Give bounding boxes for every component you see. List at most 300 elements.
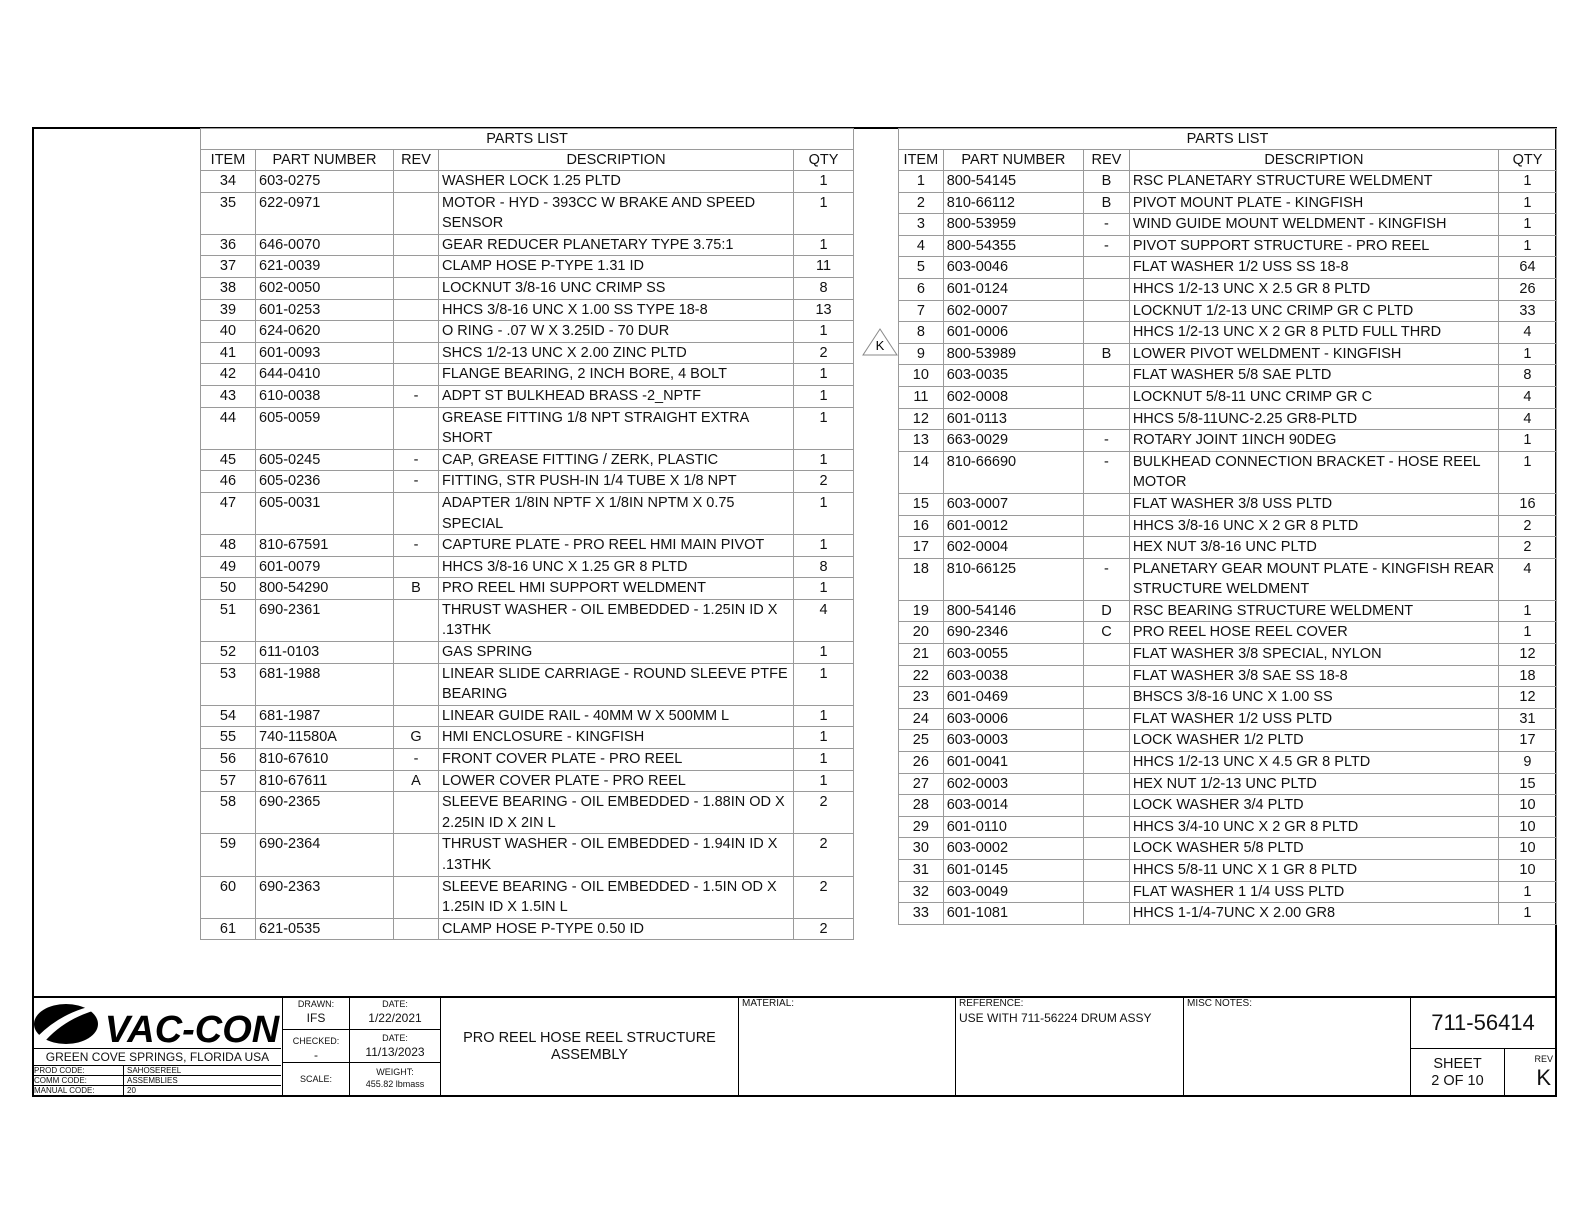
- item-number-cell: 4: [899, 235, 944, 257]
- part-number-cell: 681-1988: [256, 663, 394, 705]
- item-number-cell: 30: [899, 838, 944, 860]
- item-number-cell: 9: [899, 343, 944, 365]
- part-number-cell: 601-0093: [256, 342, 394, 364]
- rev-cell: [1084, 816, 1130, 838]
- description-cell: CLAMP HOSE P-TYPE 0.50 ID: [439, 918, 794, 940]
- description-cell: MOTOR - HYD - 393CC W BRAKE AND SPEED SENSOR: [439, 192, 794, 234]
- checked-value: -: [314, 1048, 318, 1062]
- rev-cell: [1084, 708, 1130, 730]
- part-number-cell: 800-54355: [943, 235, 1083, 257]
- table-row: [899, 322, 1557, 344]
- qty-cell: 10: [1498, 795, 1556, 817]
- qty-cell: 33: [1498, 300, 1556, 322]
- rev-cell: [1084, 752, 1130, 774]
- item-number-cell: 54: [201, 705, 256, 727]
- header-qty: QTY: [1498, 150, 1556, 171]
- rev-cell: [394, 256, 439, 278]
- description-cell: WIND GUIDE MOUNT WELDMENT - KINGFISH: [1129, 214, 1498, 236]
- description-cell: HHCS 5/8-11UNC-2.25 GR8-PLTD: [1129, 408, 1498, 430]
- rev-cell: B: [1084, 171, 1130, 193]
- description-cell: HHCS 3/8-16 UNC X 2 GR 8 PLTD: [1129, 515, 1498, 537]
- header-row: [899, 150, 1557, 171]
- rev-cell: [394, 171, 439, 193]
- item-number-cell: 32: [899, 881, 944, 903]
- logo-text: VAC-CON: [104, 1009, 280, 1048]
- rev-cell: -: [1084, 235, 1130, 257]
- table-row: [899, 687, 1557, 709]
- item-number-cell: 12: [899, 408, 944, 430]
- part-number-cell: 601-0041: [943, 752, 1083, 774]
- item-number-cell: 14: [899, 451, 944, 493]
- qty-cell: 16: [1498, 493, 1556, 515]
- sheet-label: SHEET: [1433, 1056, 1482, 1072]
- misc-notes-label: MISC NOTES:: [1187, 998, 1253, 1009]
- rev-cell: [1084, 881, 1130, 903]
- description-cell: SLEEVE BEARING - OIL EMBEDDED - 1.5IN OD X 1.25IN ID X 1.5IN L: [439, 876, 794, 918]
- item-number-cell: 7: [899, 300, 944, 322]
- description-cell: HHCS 1/2-13 UNC X 2.5 GR 8 PLTD: [1129, 278, 1498, 300]
- part-number-cell: 690-2364: [256, 834, 394, 876]
- rev-cell: [394, 407, 439, 449]
- qty-cell: 1: [1498, 451, 1556, 493]
- qty-cell: 1: [1498, 171, 1556, 193]
- qty-cell: 2: [794, 918, 854, 940]
- rev-cell: [394, 876, 439, 918]
- part-number-cell: 810-67610: [256, 749, 394, 771]
- part-number-cell: 690-2365: [256, 792, 394, 834]
- rev-cell: [1084, 644, 1130, 666]
- rev-cell: [1084, 730, 1130, 752]
- qty-cell: 17: [1498, 730, 1556, 752]
- rev-cell: [1084, 903, 1130, 925]
- table-row: [899, 300, 1557, 322]
- rev-cell: G: [394, 727, 439, 749]
- table-row: [899, 537, 1557, 559]
- drawing-title-cell: [441, 996, 739, 1097]
- part-number-cell: 646-0070: [256, 234, 394, 256]
- part-number-cell: 601-0469: [943, 687, 1083, 709]
- table-row: [899, 430, 1557, 452]
- item-number-cell: 23: [899, 687, 944, 709]
- part-number-cell: 621-0039: [256, 256, 394, 278]
- qty-cell: 4: [1498, 558, 1556, 600]
- part-number-cell: 601-0110: [943, 816, 1083, 838]
- qty-cell: 1: [794, 727, 854, 749]
- description-cell: LOCKNUT 1/2-13 UNC CRIMP GR C PLTD: [1129, 300, 1498, 322]
- header-qty: QTY: [794, 150, 854, 171]
- table-row: [899, 386, 1557, 408]
- table-row: [201, 918, 854, 940]
- description-cell: HHCS 3/8-16 UNC X 1.00 SS TYPE 18-8: [439, 299, 794, 321]
- description-cell: FLAT WASHER 1/2 USS SS 18-8: [1129, 257, 1498, 279]
- part-number-cell: 602-0008: [943, 386, 1083, 408]
- rev-cell: [1084, 795, 1130, 817]
- qty-cell: 2: [794, 834, 854, 876]
- item-number-cell: 28: [899, 795, 944, 817]
- description-cell: PIVOT SUPPORT STRUCTURE - PRO REEL: [1129, 235, 1498, 257]
- part-number-cell: 690-2363: [256, 876, 394, 918]
- rev-cell: [1084, 322, 1130, 344]
- header-part-number: PART NUMBER: [256, 150, 394, 171]
- item-number-cell: 44: [201, 407, 256, 449]
- rev-value: K: [1536, 1065, 1551, 1090]
- part-number-cell: 603-0006: [943, 708, 1083, 730]
- part-number-cell: 603-0014: [943, 795, 1083, 817]
- qty-cell: 1: [1498, 343, 1556, 365]
- qty-cell: 1: [794, 192, 854, 234]
- qty-cell: 12: [1498, 644, 1556, 666]
- description-cell: CAPTURE PLATE - PRO REEL HMI MAIN PIVOT: [439, 535, 794, 557]
- qty-cell: 26: [1498, 278, 1556, 300]
- item-number-cell: 16: [899, 515, 944, 537]
- description-cell: HMI ENCLOSURE - KINGFISH: [439, 727, 794, 749]
- description-cell: SHCS 1/2-13 UNC X 2.00 ZINC PLTD: [439, 342, 794, 364]
- item-number-cell: 41: [201, 342, 256, 364]
- description-cell: ROTARY JOINT 1INCH 90DEG: [1129, 430, 1498, 452]
- qty-cell: 2: [1498, 537, 1556, 559]
- item-number-cell: 58: [201, 792, 256, 834]
- part-number-cell: 605-0031: [256, 492, 394, 534]
- description-cell: LOWER PIVOT WELDMENT - KINGFISH: [1129, 343, 1498, 365]
- description-cell: LOCK WASHER 3/4 PLTD: [1129, 795, 1498, 817]
- part-number-cell: 605-0236: [256, 471, 394, 493]
- description-cell: ADPT ST BULKHEAD BRASS -2_NPTF: [439, 385, 794, 407]
- item-number-cell: 31: [899, 860, 944, 882]
- item-number-cell: 27: [899, 773, 944, 795]
- part-number-cell: 810-66125: [943, 558, 1083, 600]
- rev-cell: [1084, 665, 1130, 687]
- rev-cell: [394, 556, 439, 578]
- description-cell: BULKHEAD CONNECTION BRACKET - HOSE REEL MOTOR: [1129, 451, 1498, 493]
- part-number-cell: 622-0971: [256, 192, 394, 234]
- vac-con-logo: [34, 1000, 281, 1048]
- item-number-cell: 56: [201, 749, 256, 771]
- rev-cell: [394, 492, 439, 534]
- table-row: [899, 881, 1557, 903]
- item-number-cell: 55: [201, 727, 256, 749]
- description-cell: FLAT WASHER 3/8 SAE SS 18-8: [1129, 665, 1498, 687]
- description-cell: FLANGE BEARING, 2 INCH BORE, 4 BOLT: [439, 364, 794, 386]
- part-number-cell: 810-66112: [943, 192, 1083, 214]
- rev-cell: [1084, 408, 1130, 430]
- description-cell: HHCS 1/2-13 UNC X 4.5 GR 8 PLTD: [1129, 752, 1498, 774]
- weight-value: 455.82 lbmass: [365, 1079, 425, 1089]
- qty-cell: 10: [1498, 838, 1556, 860]
- part-number-cell: 690-2361: [256, 599, 394, 641]
- table-row: [899, 752, 1557, 774]
- item-number-cell: 45: [201, 449, 256, 471]
- header-item: ITEM: [899, 150, 944, 171]
- description-cell: GEAR REDUCER PLANETARY TYPE 3.75:1: [439, 234, 794, 256]
- rev-cell: -: [1084, 430, 1130, 452]
- qty-cell: 10: [1498, 860, 1556, 882]
- qty-cell: 15: [1498, 773, 1556, 795]
- item-number-cell: 8: [899, 322, 944, 344]
- item-number-cell: 38: [201, 277, 256, 299]
- misc-notes-cell: [1184, 996, 1411, 1097]
- parts-list-title: PARTS LIST: [201, 129, 854, 150]
- description-cell: THRUST WASHER - OIL EMBEDDED - 1.94IN ID X .13THK: [439, 834, 794, 876]
- part-number-cell: 601-1081: [943, 903, 1083, 925]
- part-number-cell: 663-0029: [943, 430, 1083, 452]
- item-number-cell: 26: [899, 752, 944, 774]
- item-number-cell: 1: [899, 171, 944, 193]
- rev-cell: A: [394, 770, 439, 792]
- qty-cell: 64: [1498, 257, 1556, 279]
- item-number-cell: 42: [201, 364, 256, 386]
- table-row: [201, 556, 854, 578]
- qty-cell: 1: [794, 705, 854, 727]
- item-number-cell: 34: [201, 171, 256, 193]
- item-number-cell: 43: [201, 385, 256, 407]
- material-label: MATERIAL:: [742, 998, 795, 1009]
- code-row: [32, 1086, 281, 1096]
- description-cell: LOCKNUT 3/8-16 UNC CRIMP SS: [439, 277, 794, 299]
- description-cell: O RING - .07 W X 3.25ID - 70 DUR: [439, 321, 794, 343]
- part-number-cell: 603-0275: [256, 171, 394, 193]
- item-number-cell: 50: [201, 578, 256, 600]
- part-number-cell: 800-54145: [943, 171, 1083, 193]
- rev-cell: -: [394, 749, 439, 771]
- qty-cell: 12: [1498, 687, 1556, 709]
- table-row: [899, 838, 1557, 860]
- sheet-value: 2 OF 10: [1431, 1073, 1484, 1089]
- item-number-cell: 47: [201, 492, 256, 534]
- description-cell: ADAPTER 1/8IN NPTF X 1/8IN NPTM X 0.75 SPECIAL: [439, 492, 794, 534]
- rev-cell: B: [394, 578, 439, 600]
- drawing-number: 711-56414: [1431, 1010, 1535, 1035]
- part-number-cell: 690-2346: [943, 622, 1083, 644]
- table-row: [899, 214, 1557, 236]
- part-number-cell: 810-67611: [256, 770, 394, 792]
- qty-cell: 2: [794, 876, 854, 918]
- table-row: [201, 342, 854, 364]
- description-cell: THRUST WASHER - OIL EMBEDDED - 1.25IN ID X .13THK: [439, 599, 794, 641]
- table-row: [201, 599, 854, 641]
- header-row: [201, 150, 854, 171]
- part-number-cell: 603-0002: [943, 838, 1083, 860]
- checked-date-label: DATE:: [382, 1033, 408, 1043]
- item-number-cell: 33: [899, 903, 944, 925]
- qty-cell: 1: [1498, 622, 1556, 644]
- drawing-title-line-1: PRO REEL HOSE REEL STRUCTURE: [463, 1030, 716, 1046]
- item-number-cell: 19: [899, 600, 944, 622]
- qty-cell: 1: [1498, 430, 1556, 452]
- rev-cell: [1084, 257, 1130, 279]
- qty-cell: 9: [1498, 752, 1556, 774]
- item-number-cell: 21: [899, 644, 944, 666]
- parts-list-title: PARTS LIST: [899, 129, 1557, 150]
- table-row: [201, 277, 854, 299]
- description-cell: BHSCS 3/8-16 UNC X 1.00 SS: [1129, 687, 1498, 709]
- rev-cell: [394, 299, 439, 321]
- rev-cell: [1084, 860, 1130, 882]
- description-cell: HEX NUT 3/8-16 UNC PLTD: [1129, 537, 1498, 559]
- scale-label: SCALE:: [299, 1074, 332, 1084]
- part-number-cell: 601-0006: [943, 322, 1083, 344]
- drawn-date-label: DATE:: [382, 999, 408, 1009]
- table-row: [201, 749, 854, 771]
- drawn-label: DRAWN:: [297, 999, 335, 1009]
- qty-cell: 2: [794, 792, 854, 834]
- description-cell: HHCS 1-1/4-7UNC X 2.00 GR8: [1129, 903, 1498, 925]
- table-row: [899, 493, 1557, 515]
- table-row: [201, 876, 854, 918]
- table-row: [899, 622, 1557, 644]
- qty-cell: 1: [794, 407, 854, 449]
- item-number-cell: 5: [899, 257, 944, 279]
- item-number-cell: 52: [201, 642, 256, 664]
- material-cell: [739, 996, 956, 1097]
- description-cell: HHCS 5/8-11 UNC X 1 GR 8 PLTD: [1129, 860, 1498, 882]
- qty-cell: 2: [794, 342, 854, 364]
- rev-cell: -: [394, 385, 439, 407]
- part-number-cell: 602-0004: [943, 537, 1083, 559]
- header-rev: REV: [394, 150, 439, 171]
- description-cell: PLANETARY GEAR MOUNT PLATE - KINGFISH REAR STRUCTURE WELDMENT: [1129, 558, 1498, 600]
- table-row: [201, 256, 854, 278]
- code-label: MANUAL CODE:: [34, 1086, 95, 1095]
- qty-cell: 1: [794, 663, 854, 705]
- description-cell: HHCS 3/4-10 UNC X 2 GR 8 PLTD: [1129, 816, 1498, 838]
- code-divider: [123, 1076, 124, 1086]
- part-number-cell: 810-67591: [256, 535, 394, 557]
- code-value: ASSEMBLIES: [127, 1076, 178, 1085]
- code-divider: [123, 1086, 124, 1096]
- table-row: [899, 903, 1557, 925]
- rev-cell: [394, 642, 439, 664]
- item-number-cell: 49: [201, 556, 256, 578]
- qty-cell: 1: [1498, 600, 1556, 622]
- table-row: [201, 407, 854, 449]
- table-row: [201, 642, 854, 664]
- description-cell: FRONT COVER PLATE - PRO REEL: [439, 749, 794, 771]
- qty-cell: 1: [1498, 235, 1556, 257]
- item-number-cell: 37: [201, 256, 256, 278]
- code-divider: [123, 1066, 124, 1076]
- part-number-cell: 605-0245: [256, 449, 394, 471]
- table-row: [201, 834, 854, 876]
- part-number-cell: 800-54146: [943, 600, 1083, 622]
- table-row: [899, 773, 1557, 795]
- table-row: [899, 451, 1557, 493]
- qty-cell: 1: [794, 321, 854, 343]
- part-number-cell: 601-0079: [256, 556, 394, 578]
- qty-cell: 4: [1498, 322, 1556, 344]
- table-row: [201, 578, 854, 600]
- qty-cell: 1: [1498, 881, 1556, 903]
- company-block: [32, 996, 283, 1097]
- item-number-cell: 24: [899, 708, 944, 730]
- description-cell: CLAMP HOSE P-TYPE 1.31 ID: [439, 256, 794, 278]
- description-cell: FLAT WASHER 1/2 USS PLTD: [1129, 708, 1498, 730]
- qty-cell: 4: [1498, 386, 1556, 408]
- drawn-value: IFS: [306, 1011, 326, 1025]
- qty-cell: 1: [794, 492, 854, 534]
- code-value: 20: [127, 1086, 136, 1095]
- qty-cell: 1: [1498, 903, 1556, 925]
- revision-triangle-marker: [862, 328, 898, 356]
- table-row: [201, 192, 854, 234]
- rev-cell: [1084, 365, 1130, 387]
- qty-cell: 4: [794, 599, 854, 641]
- rev-cell: [394, 192, 439, 234]
- qty-cell: 1: [1498, 192, 1556, 214]
- item-number-cell: 3: [899, 214, 944, 236]
- reference-label: REFERENCE:: [959, 998, 1024, 1009]
- part-number-cell: 601-0124: [943, 278, 1083, 300]
- description-cell: LOWER COVER PLATE - PRO REEL: [439, 770, 794, 792]
- table-row: [201, 471, 854, 493]
- item-number-cell: 2: [899, 192, 944, 214]
- qty-cell: 1: [794, 171, 854, 193]
- description-cell: PRO REEL HOSE REEL COVER: [1129, 622, 1498, 644]
- part-number-cell: 624-0620: [256, 321, 394, 343]
- qty-cell: 1: [794, 535, 854, 557]
- part-number-cell: 681-1987: [256, 705, 394, 727]
- part-number-cell: 601-0012: [943, 515, 1083, 537]
- rev-cell: [1084, 386, 1130, 408]
- item-number-cell: 51: [201, 599, 256, 641]
- description-cell: WASHER LOCK 1.25 PLTD: [439, 171, 794, 193]
- qty-cell: 8: [794, 556, 854, 578]
- drawn-date: 1/22/2021: [368, 1011, 422, 1025]
- item-number-cell: 6: [899, 278, 944, 300]
- part-number-cell: 621-0535: [256, 918, 394, 940]
- drawing-number-block: [1411, 996, 1557, 1097]
- table-row: [899, 860, 1557, 882]
- rev-cell: [1084, 300, 1130, 322]
- table-row: [899, 343, 1557, 365]
- part-number-cell: 603-0049: [943, 881, 1083, 903]
- table-row: [899, 171, 1557, 193]
- description-cell: SLEEVE BEARING - OIL EMBEDDED - 1.88IN OD X 2.25IN ID X 2IN L: [439, 792, 794, 834]
- part-number-cell: 611-0103: [256, 642, 394, 664]
- item-number-cell: 13: [899, 430, 944, 452]
- rev-cell: [1084, 537, 1130, 559]
- qty-cell: 1: [794, 770, 854, 792]
- header-description: DESCRIPTION: [439, 150, 794, 171]
- item-number-cell: 18: [899, 558, 944, 600]
- item-number-cell: 20: [899, 622, 944, 644]
- item-number-cell: 40: [201, 321, 256, 343]
- description-cell: FLAT WASHER 3/8 USS PLTD: [1129, 493, 1498, 515]
- part-number-cell: 603-0035: [943, 365, 1083, 387]
- qty-cell: 8: [794, 277, 854, 299]
- parts-list-table-right: [898, 128, 1557, 925]
- table-row: [899, 365, 1557, 387]
- item-number-cell: 11: [899, 386, 944, 408]
- parts-list-body: [899, 171, 1557, 925]
- dates-column: [350, 996, 441, 1097]
- rev-cell: -: [1084, 214, 1130, 236]
- qty-cell: 4: [1498, 408, 1556, 430]
- table-row: [899, 278, 1557, 300]
- rev-cell: -: [1084, 451, 1130, 493]
- table-row: [899, 600, 1557, 622]
- table-row: [201, 171, 854, 193]
- company-location: GREEN COVE SPRINGS, FLORIDA USA: [45, 1050, 270, 1064]
- drawing-title-line-2: ASSEMBLY: [550, 1047, 629, 1063]
- rev-cell: -: [394, 449, 439, 471]
- rev-cell: [394, 663, 439, 705]
- qty-cell: 2: [1498, 515, 1556, 537]
- reference-value: USE WITH 711-56224 DRUM ASSY: [959, 1011, 1152, 1025]
- table-row: [201, 299, 854, 321]
- description-cell: RSC BEARING STRUCTURE WELDMENT: [1129, 600, 1498, 622]
- rev-cell: [1084, 773, 1130, 795]
- table-row: [899, 257, 1557, 279]
